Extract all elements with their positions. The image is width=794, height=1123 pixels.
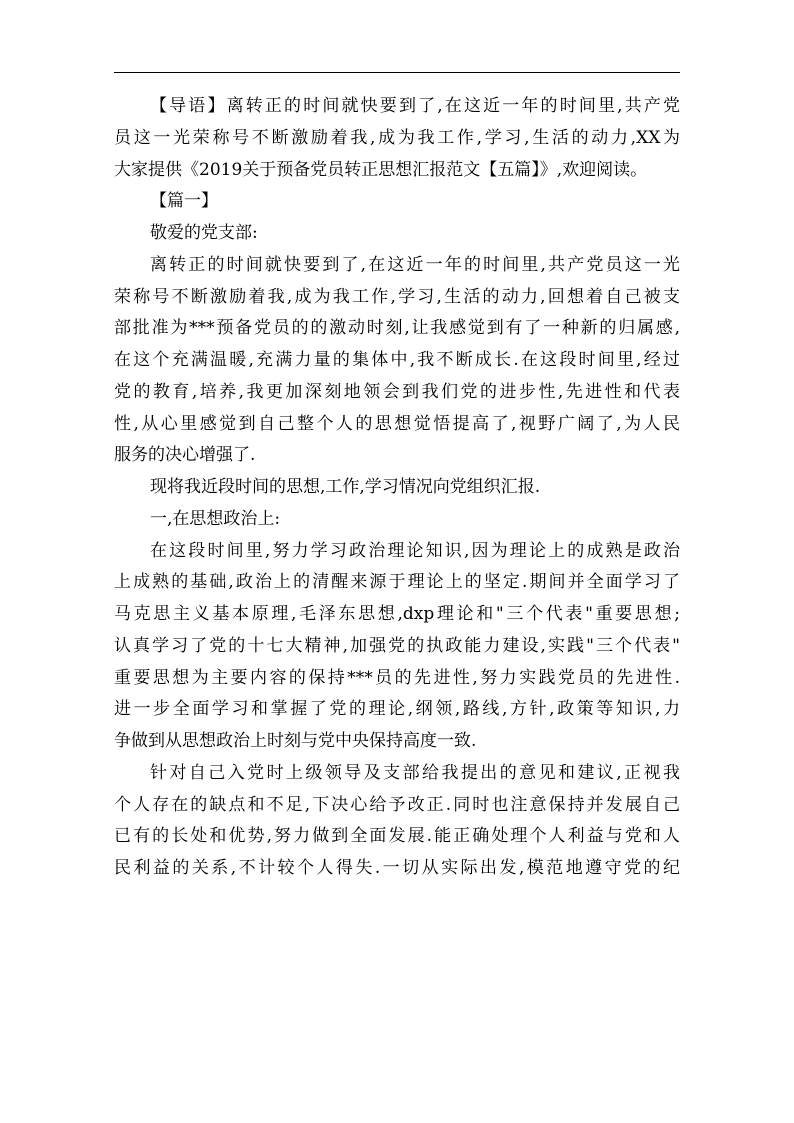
text-line: 【导语】离转正的时间就快要到了,在这近一年的时间里,共产党	[150, 96, 680, 116]
text-line: 个人存在的缺点和不足,下决心给予改正.同时也注意保持并发展自己	[114, 794, 680, 815]
text-line: 认真学习了党的十七大精神,加强党的执政能力建设,实践"三个代表"	[114, 635, 680, 656]
text-line: 上成熟的基础,政治上的清醒来源于理论上的坚定.期间并全面学习了	[114, 572, 680, 593]
text-line: 【篇一】	[150, 191, 218, 212]
text-line: 荣称号不断激励着我,成为我工作,学习,生活的动力,回想着自己被支	[114, 286, 680, 307]
text-line: 性,从心里感觉到自己整个人的思想觉悟提高了,视野广阔了,为人民	[114, 413, 680, 434]
text-line: 民利益的关系,不计较个人得失.一切从实际出发,模范地遵守党的纪	[114, 858, 680, 878]
text-line: 党的教育,培养,我更加深刻地领会到我们党的进步性,先进性和代表	[114, 381, 680, 402]
text-line: 员这一光荣称号不断激励着我,成为我工作,学习,生活的动力,XX为	[114, 127, 680, 148]
paragraph-para-1	[114, 250, 680, 472]
text-line: 一,在思想政治上:	[150, 508, 281, 529]
text-line: 现将我近段时间的思想,工作,学习情况向党组织汇报.	[150, 477, 541, 497]
text-line: 在这段时间里,努力学习政治理论知识,因为理论上的成熟是政治	[150, 540, 680, 561]
paragraph-para-2	[114, 472, 680, 504]
document-body	[114, 91, 680, 885]
paragraph-para-3	[114, 536, 680, 758]
text-line: 马克思主义基本原理,毛泽东思想,dxp理论和"三个代表"重要思想;	[114, 604, 680, 624]
paragraph-para-4	[114, 758, 680, 885]
header-rule	[114, 72, 680, 73]
paragraph-salutation	[114, 218, 680, 250]
text-line: 进一步全面学习和掌握了党的理论,纲领,路线,方针,政策等知识,力	[114, 699, 680, 720]
text-line: 重要思想为主要内容的保持***员的先进性,努力实践党员的先进性.	[114, 667, 680, 688]
text-line: 离转正的时间就快要到了,在这近一年的时间里,共产党员这一光	[150, 254, 680, 275]
text-line: 争做到从思想政治上时刻与党中央保持高度一致.	[114, 731, 477, 751]
text-line: 大家提供《2019关于预备党员转正思想汇报范文【五篇】》,欢迎阅读。	[114, 159, 648, 180]
paragraph-subheading-1	[114, 504, 680, 536]
text-line: 部批准为***预备党员的的激动时刻,让我感觉到有了一种新的归属感,	[114, 318, 680, 339]
paragraph-section-heading	[114, 186, 680, 218]
text-line: 针对自己入党时上级领导及支部给我提出的意见和建议,正视我	[150, 762, 680, 783]
text-line: 敬爱的党支部:	[150, 223, 258, 243]
paragraph-intro	[114, 91, 680, 186]
text-line: 已有的长处和优势,努力做到全面发展.能正确处理个人利益与党和人	[114, 826, 680, 847]
text-line: 在这个充满温暖,充满力量的集体中,我不断成长.在这段时间里,经过	[114, 350, 680, 370]
text-line: 服务的决心增强了.	[114, 445, 256, 466]
